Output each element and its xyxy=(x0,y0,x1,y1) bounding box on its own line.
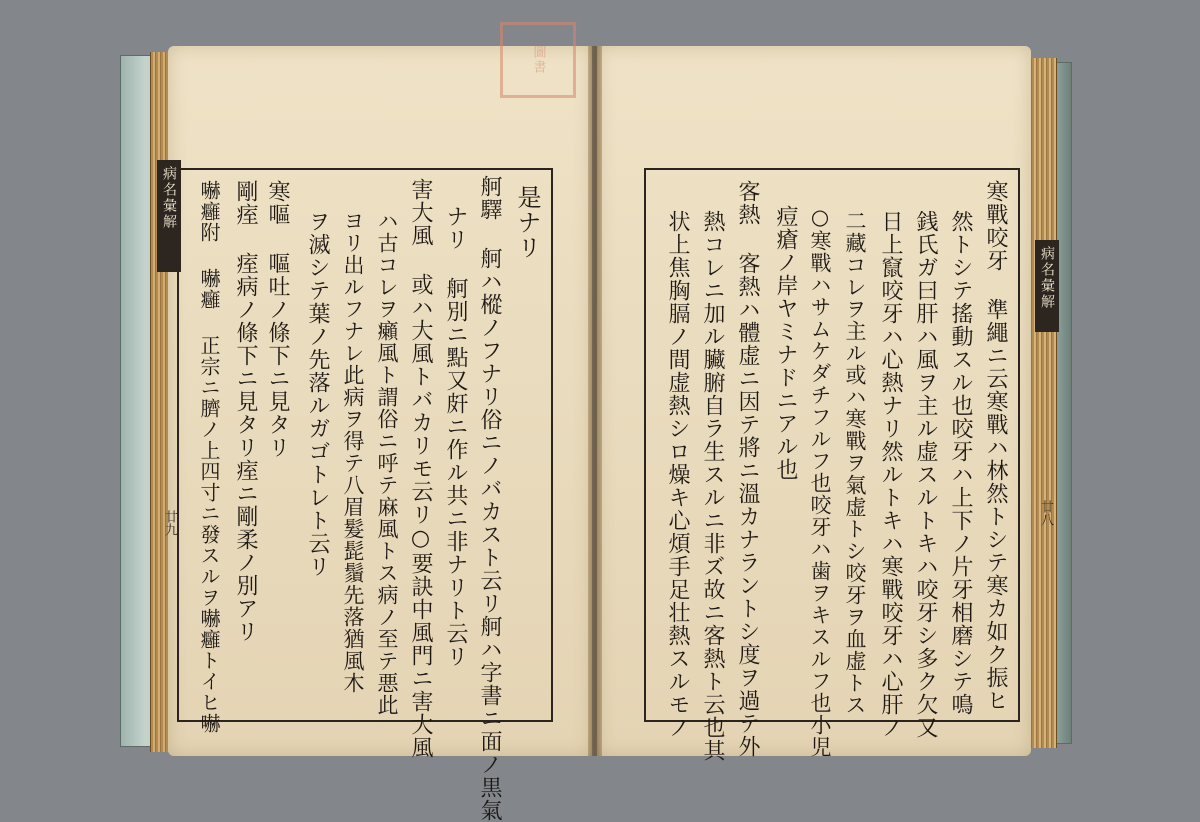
left-text-column: ナリ 舸別ニ點又皯ニ作ル共ニ非ナリト云リ xyxy=(443,205,468,668)
left-text-column: ヨリ出ルフナレ此病ヲ得テ八眉髮髭鬚先落猶風木 xyxy=(341,210,365,694)
right-text-column: 状上焦胸膈ノ間虚熱シロ燥キ心煩手足壮熱スルモノ xyxy=(665,210,690,739)
left-folio-number: 廿九 xyxy=(162,510,177,536)
right-text-column: 然トシテ搖動スル也咬牙ハ上下ノ片牙相磨シテ鳴 xyxy=(948,210,973,716)
right-text-column: 寒戰咬牙 準繩ニ云寒戰ハ林然トシテ寒カ如ク振ヒ xyxy=(983,180,1008,712)
library-seal: 圖書 xyxy=(500,22,576,98)
right-folio-number: 廿八 xyxy=(1038,500,1053,526)
right-text-column: 二藏コレヲ主ル或ハ寒戰ヲ氣虚トシ咬牙ヲ血虚トス xyxy=(843,210,867,716)
left-text-column: 害大風 或ハ大風トバカリモ云リ○要訣中風門ニ害大風 xyxy=(408,178,433,759)
left-text-column: 寒嘔 嘔吐ノ條下ニ見タリ xyxy=(265,180,290,459)
right-text-column: 銭氏ガ曰肝ハ風ヲ主ル虚スルトキハ咬牙シ多ク欠又 xyxy=(913,210,938,739)
right-text-column: 痘瘡ノ岸ヤミナドニアル也 xyxy=(773,205,798,481)
left-text-column: 剛痓 痓病ノ條下ニ見タリ痓ニ剛柔ノ別アリ xyxy=(233,180,258,643)
left-text-column: 嚇癰附 嚇癰 正宗ニ臍ノ上四寸ニ發スルヲ嚇癰トイヒ嚇 xyxy=(197,180,221,734)
left-text-column: 是ナリ xyxy=(513,185,541,260)
left-spine-title: 病名彙解 xyxy=(157,160,181,272)
left-text-column: ヲ滅シテ葉ノ先落ルガゴトレト云リ xyxy=(305,210,330,578)
book-gutter xyxy=(588,46,602,756)
right-text-column: 客熱 客熱ハ體虚ニ因テ將ニ溫カナラントシ度ヲ過テ外 xyxy=(735,180,760,758)
right-text-column: 日上竄咬牙ハ心熱ナリ然ルトキハ寒戰咬牙ハ心肝ノ xyxy=(878,210,903,739)
right-spine-title: 病名彙解 xyxy=(1035,240,1059,332)
right-text-column: 熱コレニ加ル臟腑自ラ生スルニ非ズ故ニ客熱ト云也其 xyxy=(700,210,725,762)
right-text-column: ○寒戰ハサムケダチフルフ也咬牙ハ歯ヲキスルフ也小児 xyxy=(808,205,832,758)
left-text-column: 舸驛 舸ハ樅ノフナリ俗ニノバカスト云リ舸ハ字書ニ面ノ黒氣 xyxy=(477,175,502,822)
left-text-column: ハ古コレヲ癩風ト謂俗ニ呼テ麻風トス病ノ至テ悪此 xyxy=(375,210,399,716)
